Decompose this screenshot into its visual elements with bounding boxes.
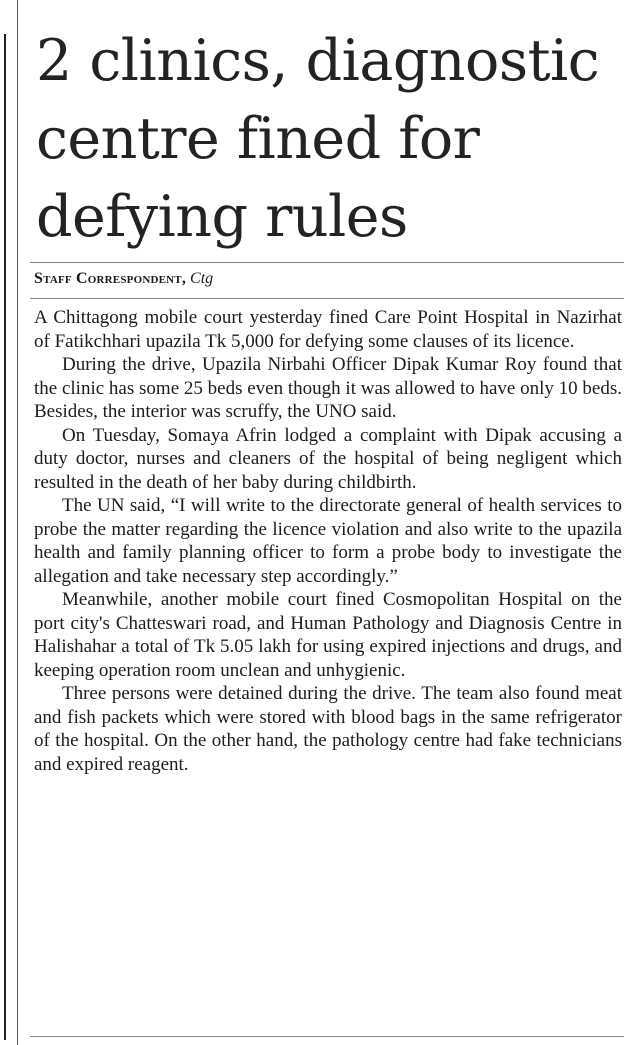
byline-role: Staff Correspondent,: [34, 270, 187, 287]
paragraph: On Tuesday, Somaya Afrin lodged a complaint with Dipak accusing a duty doctor, nurses and cleaners of the hospital of being negligent which resulted in the death of her baby during childbirth.: [34, 424, 622, 493]
paragraph: Meanwhile, another mobile court fined Cosmopolitan Hospital on the port city's Chatteswari road, and Human Pathology and Diagnosis Centre in Halishahar a total of Tk 5.05 lakh for using expired injections and drugs, and keeping operation room unclean and unhygienic.: [34, 589, 622, 681]
byline: [34, 270, 213, 288]
paragraph: During the drive, Upazila Nirbahi Officer Dipak Kumar Roy found that the clinic has some 25 beds even though it was allowed to have only 10 beds. Besides, the interior was scruffy, the UNO said.: [34, 354, 622, 422]
paragraph: The UN said, “I will write to the directorate general of health services to probe the matter regarding the licence violation and also write to the upazila health and family planning officer to form a probe body to investigate the allegation and take necessary step accordingly.”: [34, 495, 622, 587]
column-rule-inner: [17, 0, 18, 1045]
column-rule-outer: [4, 34, 6, 1040]
paragraph: A Chittagong mobile court yesterday fined Care Point Hospital in Nazirhat of Fatikchhari upazila Tk 5,000 for defying some clauses of its licence.: [34, 307, 622, 352]
byline-rule-top: [30, 262, 624, 263]
article-body: [34, 306, 622, 776]
headline: 2 clinics, diagnostic centre fined for defying rules: [36, 28, 600, 250]
bottom-rule: [30, 1036, 624, 1037]
byline-location: Ctg: [190, 270, 214, 287]
byline-rule-bottom: [30, 298, 624, 299]
paragraph: Three persons were detained during the drive. The team also found meat and fish packets which were stored with blood bags in the same refrigerator of the hospital. On the other hand, the pathology centre had fake technicians and expired reagent.: [34, 683, 622, 775]
